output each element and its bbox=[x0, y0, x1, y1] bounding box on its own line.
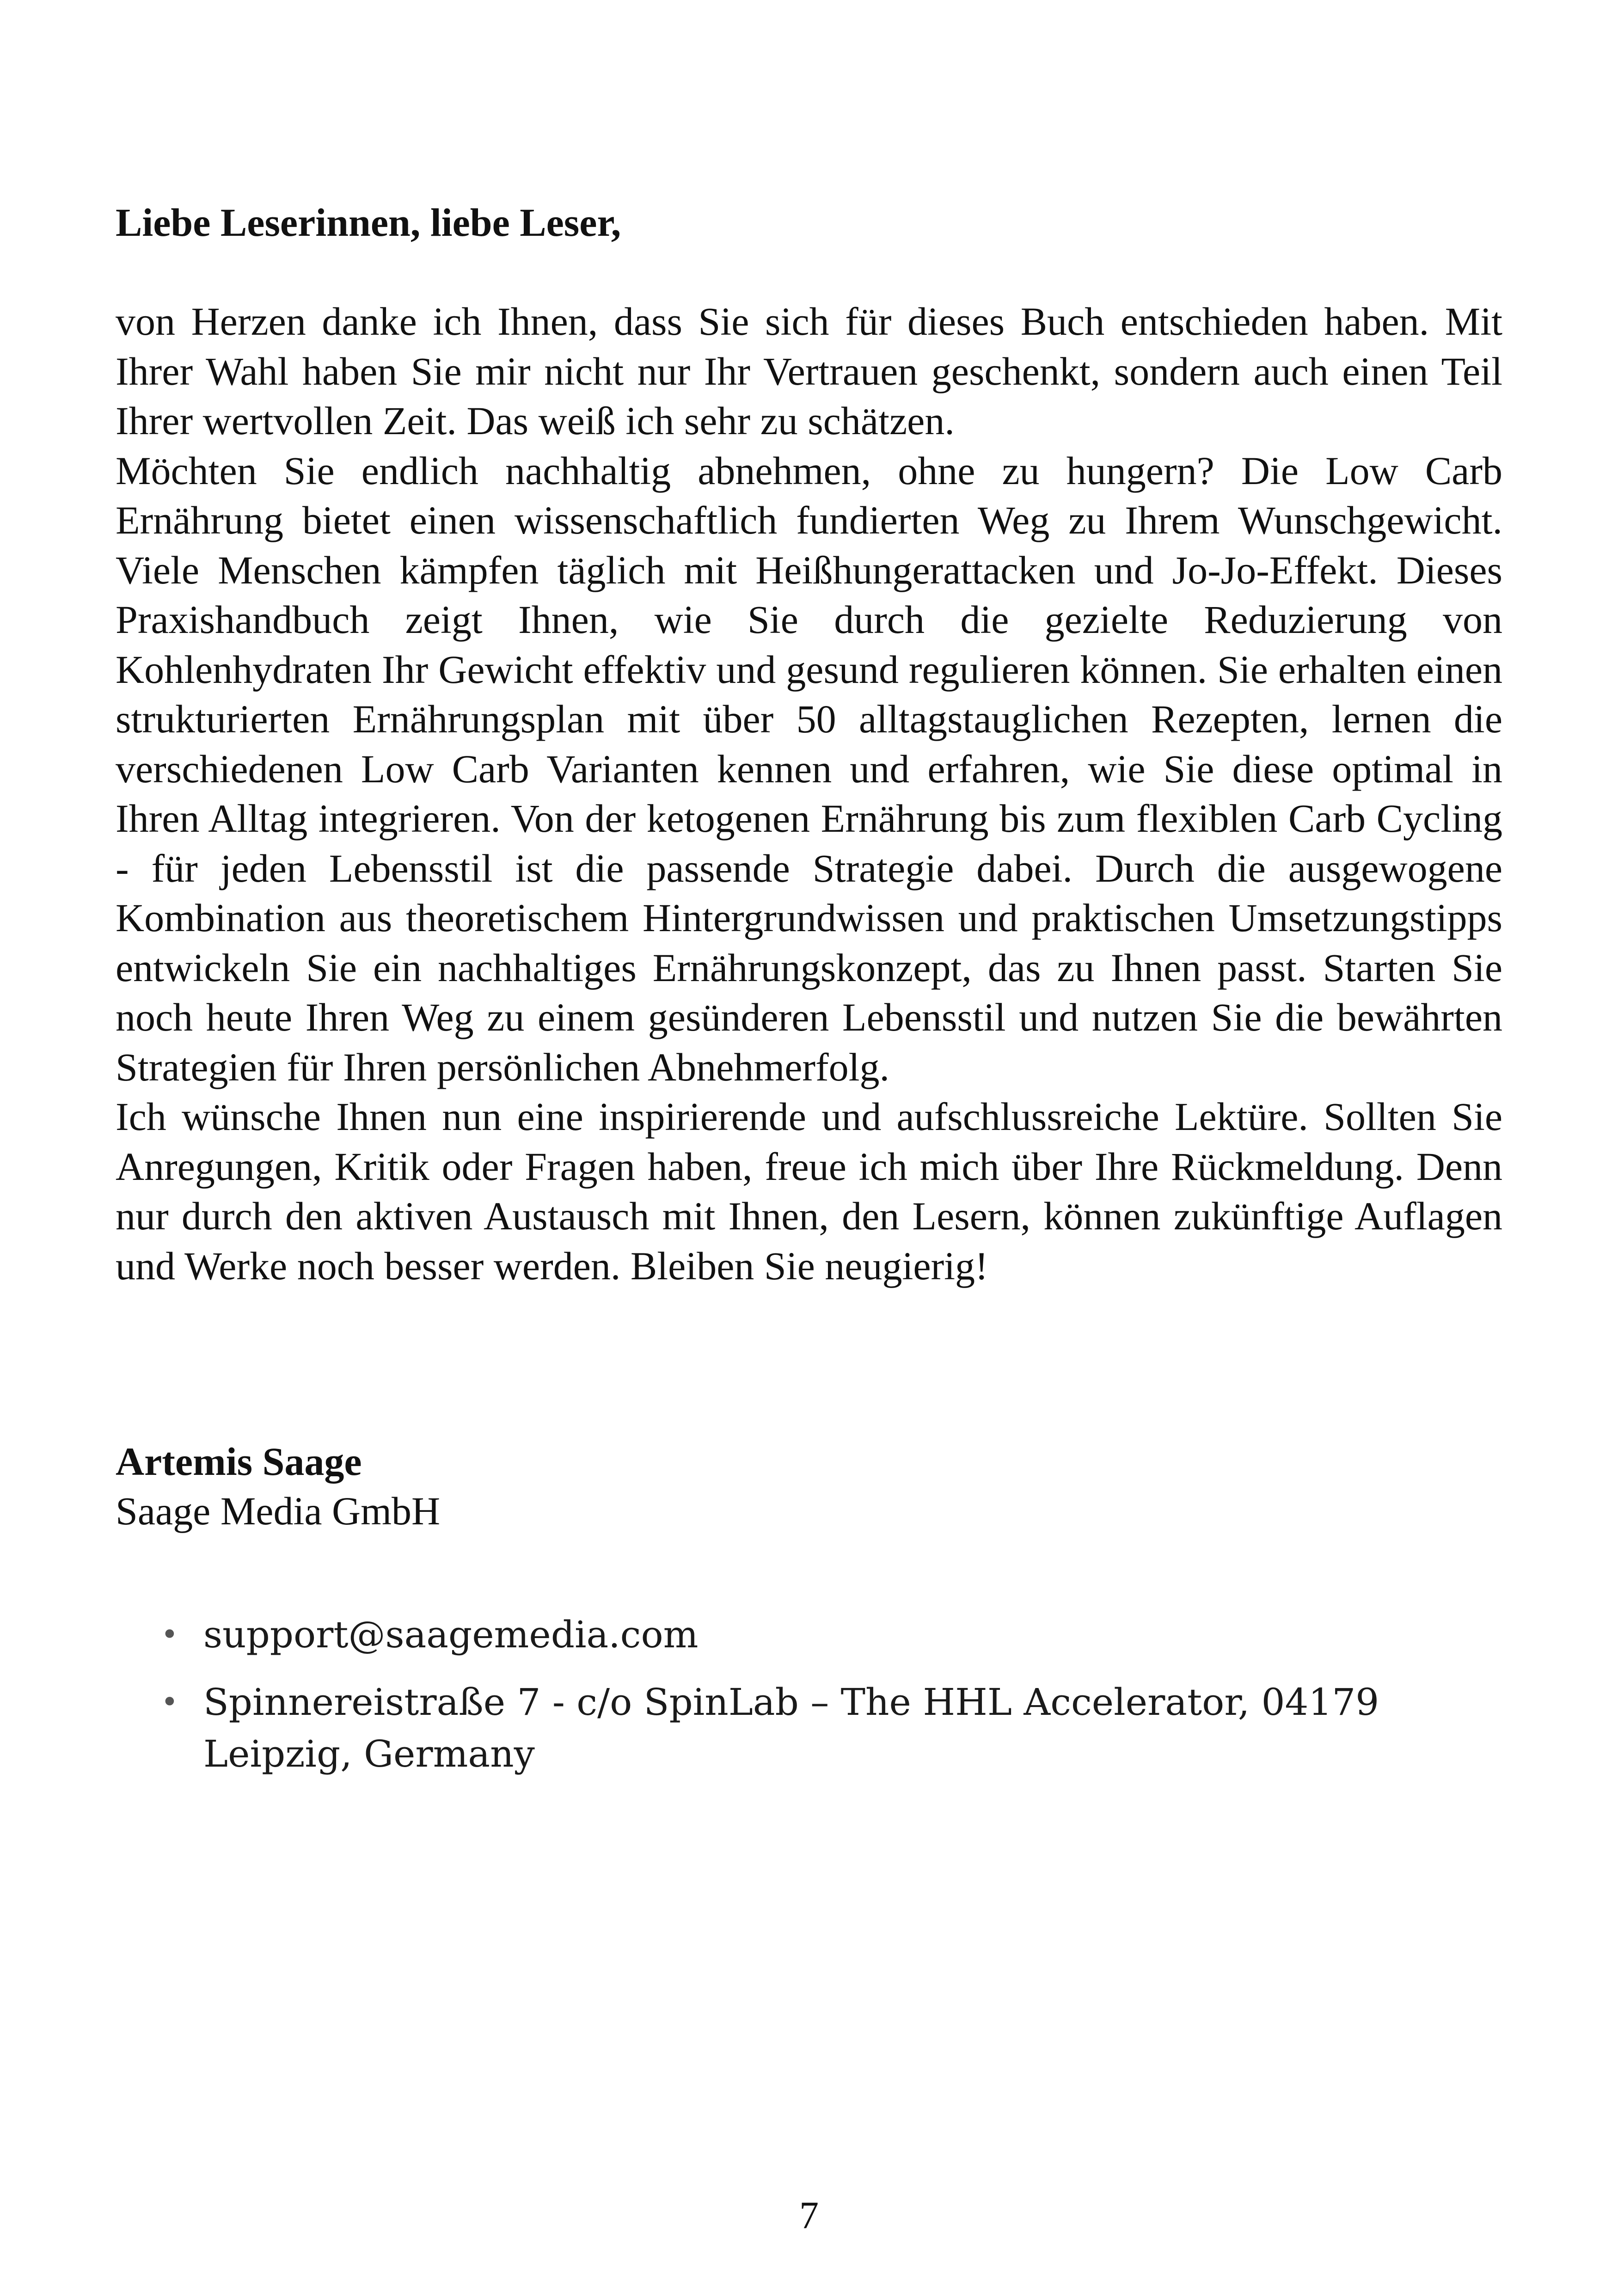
contact-list bbox=[116, 1609, 1456, 1796]
contact-email[interactable]: support@saagemedia.com bbox=[203, 1613, 699, 1656]
contact-address-item bbox=[116, 1676, 1456, 1780]
salutation-heading: Liebe Leserinnen, liebe Leser, bbox=[116, 200, 621, 245]
paragraph-thanks: von Herzen danke ich Ihnen, dass Sie sich für dieses Buch entschieden haben. Mit Ihrer Wahl haben Sie mir nicht nur Ihr Vertrauen geschenkt, sondern auch einen Teil Ihrer wertvollen Zeit. Das weiß ich sehr zu schätzen. bbox=[116, 299, 1502, 443]
bullet-icon: • bbox=[161, 1685, 178, 1719]
company-name: Saage Media GmbH bbox=[116, 1489, 441, 1533]
paragraph-closing: Ich wünsche Ihnen nun eine inspirierende und aufschlussreiche Lektüre. Sollten Sie Anregungen, Kritik oder Fragen haben, freue ich mich über Ihre Rückmeldung. Denn nur durch den aktiven Austausch mit Ihnen, den Lesern, können zukünftige Auflagen und Werke noch besser werden. Bleiben Sie neugierig! bbox=[116, 1094, 1502, 1288]
page-number: 7 bbox=[799, 2194, 819, 2237]
paragraph-book-summary: Möchten Sie endlich nachhaltig abnehmen, ohne zu hungern? Die Low Carb Ernährung bietet einen wissenschaftlich fundierten Weg zu Ihrem Wunschgewicht. Viele Menschen kämpfen täglich mit Heißhungerattacken und Jo-Jo-Effekt. Dieses Praxishandbuch zeigt Ihnen, wie Sie durch die gezielte Reduzierung von Kohlenhydraten Ihr Gewicht effektiv und gesund regulieren können. Sie erhalten einen strukturierten Ernährungsplan mit über 50 alltagstauglichen Rezepten, lernen die verschiedenen Low Carb Varianten kennen und erfahren, wie Sie diese optimal in Ihren Alltag integrieren. Von der ketogenen Ernährung bis zum flexiblen Carb Cycling - für jeden Lebensstil ist die passende Strategie dabei. Durch die ausgewogene Kombination aus theoretischem Hintergrundwissen und praktischen Umsetzungstipps entwickeln Sie ein nachhaltiges Ernährungskonzept, das zu Ihnen passt. Starten Sie noch heute Ihren Weg zu einem gesünderen Lebensstil und nutzen Sie die bewährten Strategien für Ihren persönlichen Abnehmerfolg. bbox=[116, 448, 1502, 1089]
contact-email-item bbox=[116, 1609, 1456, 1661]
author-name: Artemis Saage bbox=[116, 1439, 362, 1484]
bullet-icon: • bbox=[161, 1618, 178, 1652]
signature-block bbox=[116, 1437, 1502, 1536]
letter-body bbox=[116, 297, 1502, 1291]
contact-address: Spinnereistraße 7 - c/o SpinLab – The HHL Accelerator, 04179 Leipzig, Germany bbox=[203, 1681, 1379, 1775]
